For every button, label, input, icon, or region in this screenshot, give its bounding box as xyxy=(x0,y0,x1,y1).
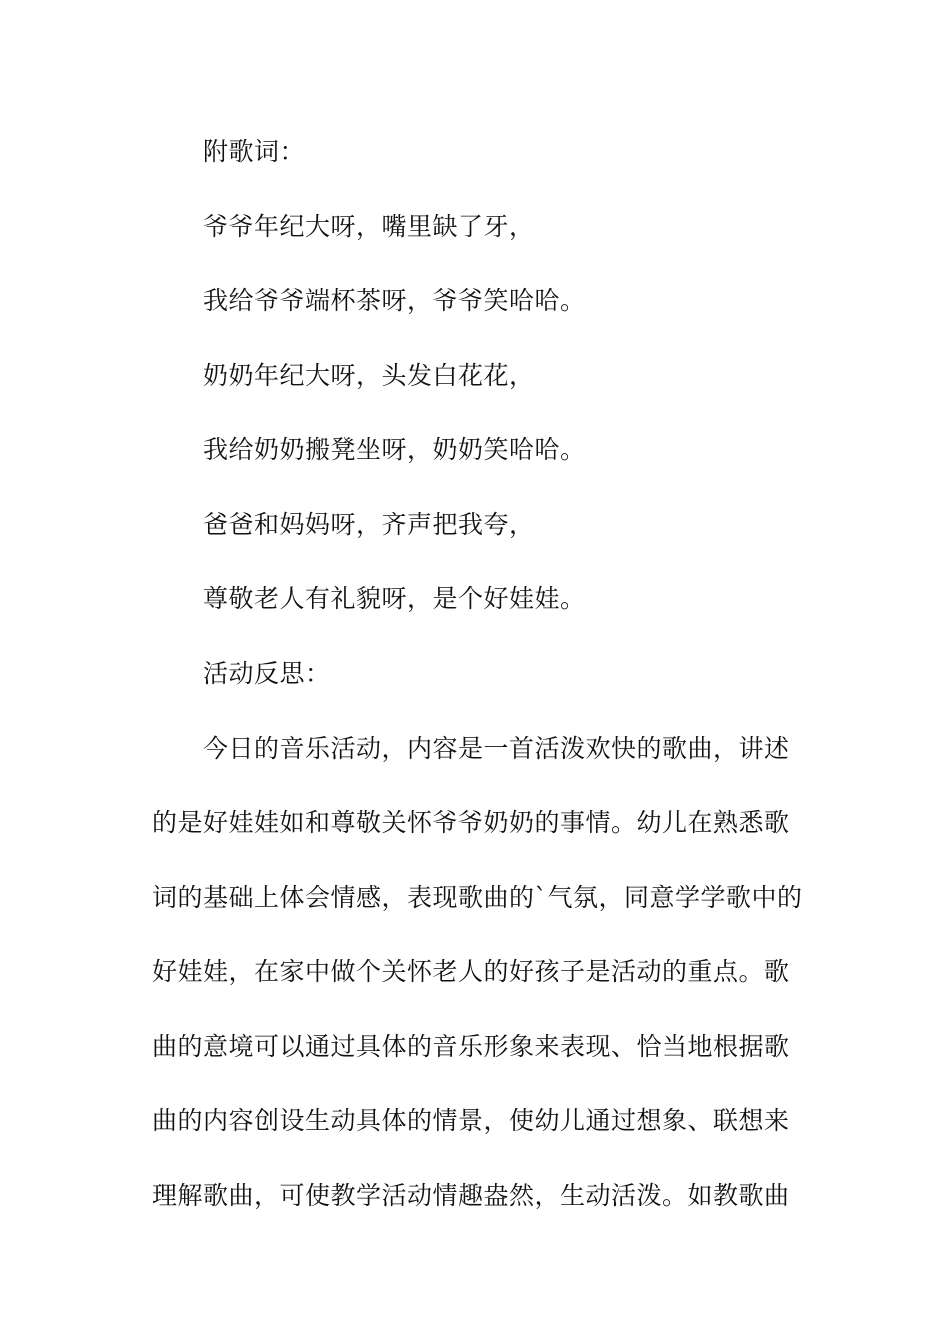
lyrics-heading: 附歌词： xyxy=(203,137,306,166)
paragraph-line: 好娃娃，在家中做个关怀老人的好孩子是活动的重点。歌 xyxy=(152,957,790,986)
paragraph-line: 词的基础上体会情感，表现歌曲的`气氛，同意学学歌中的 xyxy=(152,883,803,912)
paragraph-line: 的是好娃娃如和尊敬关怀爷爷奶奶的事情。幼儿在熟悉歌 xyxy=(152,808,790,837)
paragraph-line: 曲的意境可以通过具体的音乐形象来表现、恰当地根据歌 xyxy=(152,1032,790,1061)
lyrics-line: 奶奶年纪大呀，头发白花花， xyxy=(203,361,535,390)
lyrics-line: 尊敬老人有礼貌呀，是个好娃娃。 xyxy=(203,584,586,613)
paragraph-line: 曲的内容创设生动具体的情景，使幼儿通过想象、联想来 xyxy=(152,1106,790,1135)
lyrics-line: 爸爸和妈妈呀，齐声把我夸， xyxy=(203,510,535,539)
lyrics-line: 我给爷爷端杯茶呀，爷爷笑哈哈。 xyxy=(203,286,586,315)
reflection-heading: 活动反思： xyxy=(203,659,331,688)
lyrics-line: 我给奶奶搬凳坐呀，奶奶笑哈哈。 xyxy=(203,435,586,464)
paragraph-line: 今日的音乐活动，内容是一首活泼欢快的歌曲，讲述 xyxy=(203,734,790,763)
paragraph-line: 理解歌曲，可使教学活动情趣盎然，生动活泼。如教歌曲 xyxy=(152,1181,790,1210)
lyrics-line: 爷爷年纪大呀，嘴里缺了牙， xyxy=(203,212,535,241)
